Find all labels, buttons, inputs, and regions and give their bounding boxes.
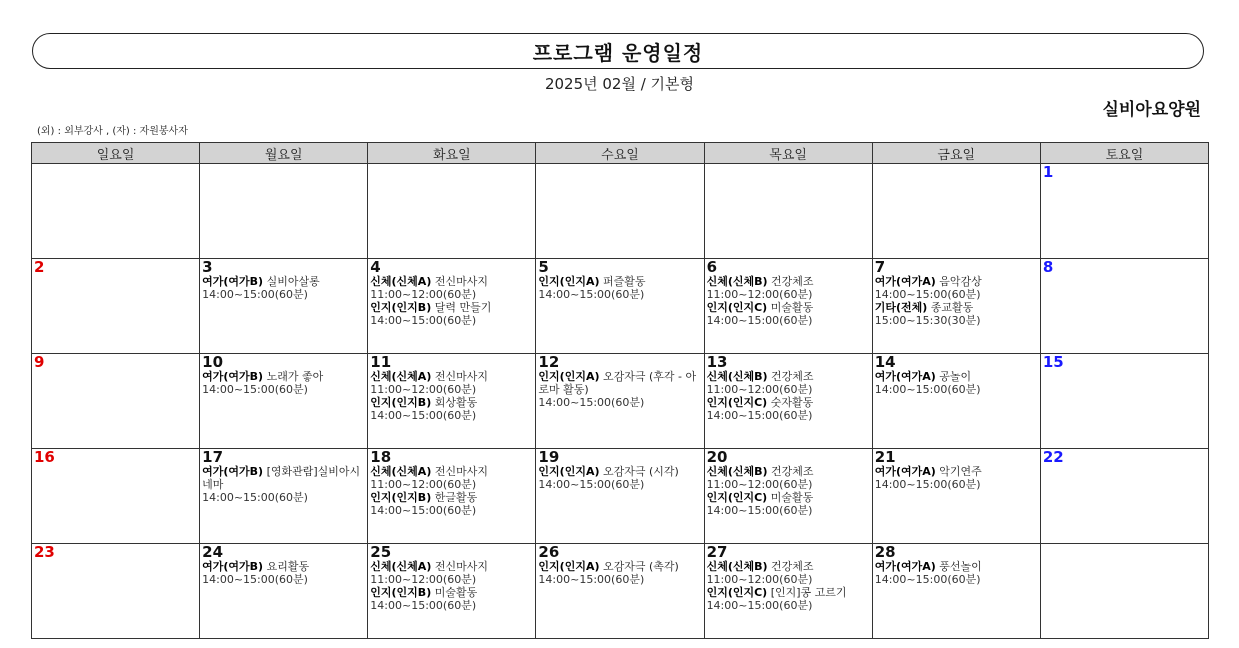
event-time: 14:00~15:00(60분) (706, 314, 813, 327)
event-name: 건강체조 (771, 370, 814, 383)
day-cell (536, 354, 704, 449)
day-cell (704, 164, 872, 259)
calendar-table (31, 142, 1209, 639)
event-time: 14:00~15:00(60분) (538, 478, 645, 491)
day-number: 1 (1042, 163, 1054, 181)
event-category: 인지(인지A) (538, 560, 600, 573)
weekday-wednesday: 수요일 (536, 143, 704, 164)
event-category: 신체(신체A) (370, 370, 432, 383)
day-number: 5 (538, 258, 549, 276)
program-event (370, 301, 533, 327)
day-cell (704, 449, 872, 544)
day-number: 19 (538, 448, 560, 466)
program-event (202, 275, 365, 301)
day-cell (200, 354, 368, 449)
day-cell (200, 449, 368, 544)
event-name: 공놀이 (939, 370, 972, 383)
event-category: 신체(신체B) (706, 465, 768, 478)
day-cell (1040, 449, 1208, 544)
event-category: 인지(인지A) (538, 275, 600, 288)
program-event (370, 586, 533, 612)
day-cell (200, 164, 368, 259)
event-time: 14:00~15:00(60분) (202, 491, 308, 504)
program-event (202, 560, 365, 586)
day-cell (536, 164, 704, 259)
day-number: 24 (202, 543, 224, 561)
day-cell (872, 354, 1040, 449)
day-number: 16 (34, 448, 55, 466)
week-row (32, 259, 1209, 354)
event-category: 신체(신체A) (370, 465, 432, 478)
event-name: 건강체조 (771, 560, 814, 573)
event-name: 실비아살롱 (266, 275, 320, 288)
program-event (707, 465, 870, 491)
day-cell (1040, 259, 1208, 354)
event-name: 노래가 좋아 (266, 370, 324, 383)
program-event (707, 560, 870, 586)
day-cell (32, 164, 200, 259)
event-category: 인지(인지A) (538, 465, 600, 478)
event-name: 요리활동 (266, 560, 310, 573)
program-event (202, 370, 365, 396)
program-event (202, 465, 365, 504)
program-event (370, 560, 533, 586)
program-event (370, 396, 533, 422)
day-number: 13 (706, 353, 728, 371)
day-number: 3 (202, 258, 213, 276)
day-cell (200, 544, 368, 639)
event-name: [인지]콩 고르기 (770, 586, 847, 599)
program-event (370, 370, 533, 396)
event-name: 전신마사지 (434, 370, 488, 383)
program-event (875, 275, 1038, 301)
event-time: 14:00~15:00(60분) (370, 409, 477, 422)
program-event (875, 370, 1038, 396)
day-cell (32, 449, 200, 544)
calendar-body (32, 164, 1209, 639)
day-cell (704, 544, 872, 639)
event-name: 전신마사지 (434, 465, 488, 478)
event-time: 14:00~15:00(60분) (874, 383, 981, 396)
day-cell (368, 449, 536, 544)
event-category: 인지(인지B) (370, 396, 432, 409)
day-cell (536, 259, 704, 354)
program-event (707, 491, 870, 517)
event-name: 오감자극 (후각 - 아로마 활동) (538, 370, 697, 396)
day-cell (872, 449, 1040, 544)
program-event (370, 465, 533, 491)
day-cell (872, 164, 1040, 259)
event-time: 14:00~15:00(60분) (370, 314, 477, 327)
event-category: 신체(신체B) (706, 275, 768, 288)
event-name: 풍선놀이 (939, 560, 982, 573)
day-cell (872, 544, 1040, 639)
day-number: 20 (706, 448, 728, 466)
program-event (875, 301, 1038, 327)
day-number: 22 (1042, 448, 1064, 466)
day-number: 27 (706, 543, 728, 561)
event-time: 14:00~15:00(60분) (706, 504, 813, 517)
day-cell (368, 354, 536, 449)
weekday-saturday: 토요일 (1040, 143, 1208, 164)
day-number: 21 (874, 448, 896, 466)
program-event (707, 370, 870, 396)
event-category: 여가(여가A) (874, 275, 936, 288)
day-number: 28 (874, 543, 896, 561)
event-time: 14:00~15:00(60분) (874, 478, 981, 491)
week-row (32, 449, 1209, 544)
event-category: 여가(여가B) (202, 560, 264, 573)
event-category: 신체(신체B) (706, 370, 768, 383)
program-event (370, 491, 533, 517)
event-time: 15:00~15:30(30분) (874, 314, 981, 327)
event-name: 오감자극 (시각) (603, 465, 679, 478)
day-number: 18 (370, 448, 392, 466)
day-number: 23 (34, 543, 55, 561)
day-number: 11 (370, 353, 392, 371)
event-time: 14:00~15:00(60분) (538, 573, 645, 586)
day-cell (200, 259, 368, 354)
event-category: 인지(인지B) (370, 301, 432, 314)
day-cell (536, 449, 704, 544)
week-row (32, 544, 1209, 639)
subtitle: 2025년 02월 / 기본형 (544, 75, 695, 93)
day-cell (1040, 544, 1208, 639)
program-event (538, 370, 701, 409)
event-category: 신체(신체A) (370, 275, 432, 288)
event-category: 여가(여가A) (874, 560, 936, 573)
week-row (32, 164, 1209, 259)
day-cell (32, 354, 200, 449)
event-time: 11:00~12:00(60분) (706, 288, 813, 301)
event-name: 건강체조 (771, 465, 814, 478)
event-time: 11:00~12:00(60분) (370, 573, 477, 586)
event-name: 오감자극 (촉각) (603, 560, 679, 573)
day-cell (536, 544, 704, 639)
weekday-tuesday: 화요일 (368, 143, 536, 164)
day-number: 2 (34, 258, 45, 276)
weekday-sunday: 일요일 (32, 143, 200, 164)
program-event (707, 586, 870, 612)
event-time: 11:00~12:00(60분) (706, 478, 813, 491)
day-cell (872, 259, 1040, 354)
event-time: 11:00~12:00(60분) (706, 573, 813, 586)
event-name: 달력 만들기 (434, 301, 492, 314)
organization-name: 실비아요양원 (1102, 100, 1201, 120)
program-event (875, 560, 1038, 586)
event-time: 14:00~15:00(60분) (874, 573, 981, 586)
event-time: 14:00~15:00(60분) (706, 599, 813, 612)
weekday-thursday: 목요일 (704, 143, 872, 164)
event-time: 11:00~12:00(60분) (370, 478, 477, 491)
event-category: 인지(인지C) (706, 396, 768, 409)
event-category: 신체(신체A) (370, 560, 432, 573)
event-name: 한글활동 (434, 491, 478, 504)
event-time: 14:00~15:00(60분) (538, 288, 645, 301)
day-cell (32, 544, 200, 639)
page-title: 프로그램 운영일정 (32, 33, 1204, 69)
event-time: 11:00~12:00(60분) (370, 383, 477, 396)
day-cell (32, 259, 200, 354)
event-name: 미술활동 (770, 301, 814, 314)
program-event (707, 396, 870, 422)
day-number: 14 (874, 353, 896, 371)
day-cell (368, 164, 536, 259)
event-time: 11:00~12:00(60분) (706, 383, 813, 396)
event-name: 전신마사지 (434, 275, 488, 288)
day-number: 17 (202, 448, 224, 466)
event-time: 14:00~15:00(60분) (538, 396, 645, 409)
weekday-monday: 월요일 (200, 143, 368, 164)
day-cell (1040, 354, 1208, 449)
program-event (707, 301, 870, 327)
event-category: 기타(전체) (874, 301, 928, 314)
day-number: 8 (1042, 258, 1054, 276)
event-category: 인지(인지A) (538, 370, 600, 383)
event-time: 11:00~12:00(60분) (370, 288, 477, 301)
event-category: 인지(인지C) (706, 491, 768, 504)
program-event (370, 275, 533, 301)
event-category: 여가(여가A) (874, 465, 936, 478)
day-number: 15 (1042, 353, 1064, 371)
program-event (538, 560, 701, 586)
program-event (875, 465, 1038, 491)
event-time: 14:00~15:00(60분) (370, 504, 477, 517)
day-number: 6 (706, 258, 717, 276)
event-category: 인지(인지B) (370, 586, 432, 599)
day-cell (368, 259, 536, 354)
event-name: 음악감상 (939, 275, 982, 288)
event-category: 인지(인지C) (706, 586, 768, 599)
event-time: 14:00~15:00(60분) (370, 599, 477, 612)
event-category: 여가(여가A) (874, 370, 936, 383)
event-name: 건강체조 (771, 275, 814, 288)
event-category: 신체(신체B) (706, 560, 768, 573)
event-time: 14:00~15:00(60분) (202, 573, 308, 586)
legend: (외) : 외부강사 , (자) : 자원봉사자 (37, 126, 188, 137)
day-number: 10 (202, 353, 224, 371)
event-time: 14:00~15:00(60분) (202, 288, 308, 301)
event-time: 14:00~15:00(60분) (202, 383, 308, 396)
day-number: 12 (538, 353, 560, 371)
day-number: 25 (370, 543, 392, 561)
event-name: 전신마사지 (434, 560, 488, 573)
day-cell (368, 544, 536, 639)
event-name: 미술활동 (770, 491, 814, 504)
program-event (707, 275, 870, 301)
event-category: 여가(여가B) (202, 370, 264, 383)
event-time: 14:00~15:00(60분) (874, 288, 981, 301)
event-name: 회상활동 (434, 396, 478, 409)
day-number: 26 (538, 543, 560, 561)
event-name: 종교활동 (930, 301, 974, 314)
event-category: 인지(인지B) (370, 491, 432, 504)
event-time: 14:00~15:00(60분) (706, 409, 813, 422)
day-cell (704, 259, 872, 354)
week-row (32, 354, 1209, 449)
day-cell (704, 354, 872, 449)
weekday-header-row (32, 143, 1209, 164)
event-category: 여가(여가B) (202, 275, 264, 288)
event-name: 퍼즐활동 (603, 275, 646, 288)
event-category: 여가(여가B) (202, 465, 264, 478)
program-event (538, 465, 701, 491)
day-cell (1040, 164, 1208, 259)
day-number: 7 (874, 258, 886, 276)
day-number: 9 (34, 353, 45, 371)
day-number: 4 (370, 258, 381, 276)
event-name: [영화관람]실비아시네마 (202, 465, 361, 491)
event-name: 미술활동 (434, 586, 478, 599)
event-name: 악기연주 (939, 465, 982, 478)
program-event (538, 275, 701, 301)
event-name: 숫자활동 (770, 396, 814, 409)
event-category: 인지(인지C) (706, 301, 768, 314)
weekday-friday: 금요일 (872, 143, 1040, 164)
